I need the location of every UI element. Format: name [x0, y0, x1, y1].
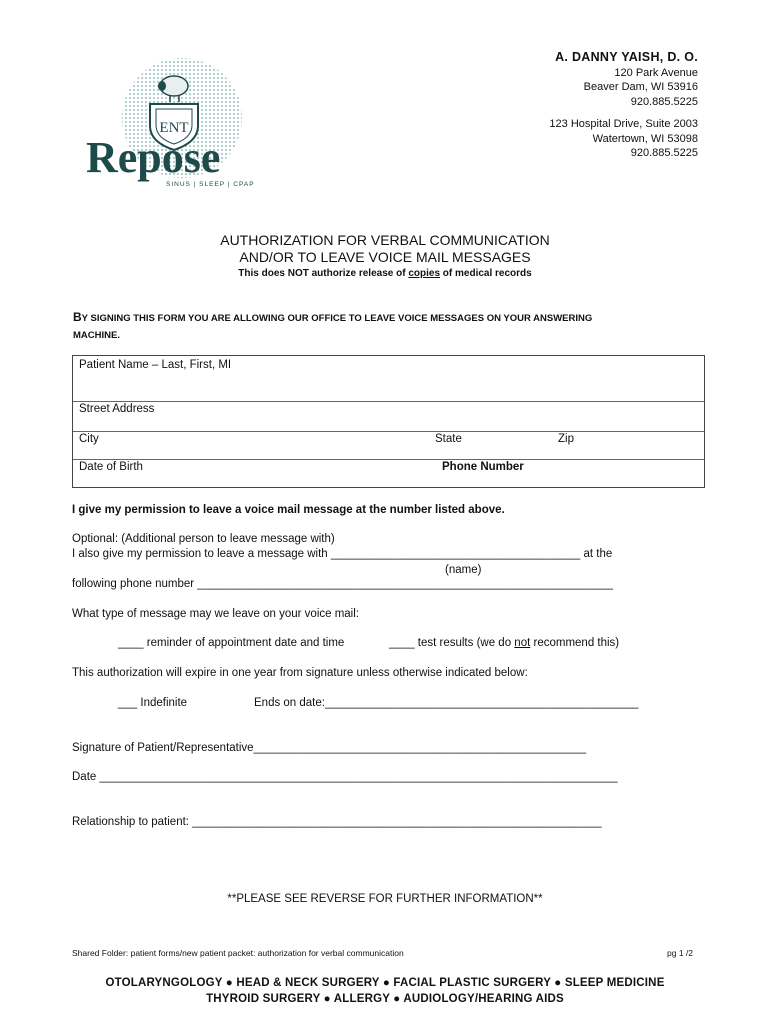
state-label: State [435, 433, 462, 445]
patient-info-box [72, 355, 705, 488]
indefinite-option[interactable]: ___ Indefinite [118, 697, 188, 709]
zip-label: Zip [558, 433, 574, 445]
doctor-address-block [549, 50, 698, 161]
office2-street: 123 Hospital Drive, Suite 2003 [549, 118, 698, 130]
office1-city: Beaver Dam, WI 53916 [583, 81, 698, 93]
test-results-option[interactable] [389, 637, 619, 649]
patient-name-row[interactable] [73, 356, 704, 402]
page-number: pg 1 /2 [667, 948, 693, 958]
optional-phone-field[interactable]: following phone number _________________________________________________________________ [72, 578, 614, 590]
svg-text:SINUS | SLEEP | CPAP: SINUS | SLEEP | CPAP [166, 181, 255, 188]
dob-row[interactable] [73, 459, 704, 487]
optional-line1: Optional: (Additional person to leave message with) [72, 533, 335, 545]
permission-statement: I give my permission to leave a voice mail message at the number listed above. [72, 504, 505, 516]
patient-name-label: Patient Name – Last, First, MI [79, 359, 232, 371]
svg-text:Repose: Repose [86, 133, 221, 182]
dob-label: Date of Birth [79, 461, 143, 473]
consent-line2: MACHINE. [73, 330, 120, 341]
svg-text:ENT: ENT [159, 120, 189, 136]
name-hint: (name) [445, 564, 482, 576]
repose-logo [80, 56, 270, 188]
office1-street: 120 Park Avenue [614, 66, 698, 79]
test-results-before: ____ test results (we do [389, 637, 515, 649]
street-row[interactable] [73, 401, 704, 432]
optional-name-field[interactable]: I also give my permission to leave a message with _______________________________________ at the [72, 548, 613, 560]
reminder-option[interactable]: ____ reminder of appointment date and time [118, 637, 345, 649]
street-label: Street Address [79, 403, 155, 415]
logo-graphic [80, 56, 270, 188]
test-results-not: not [514, 637, 531, 649]
consent-cap: B [73, 310, 82, 324]
office2-phone: 920.885.5225 [630, 147, 698, 159]
office2-city: Watertown, WI 53098 [592, 132, 698, 145]
form-subtitle [0, 268, 770, 279]
office1-phone: 920.885.5225 [630, 95, 698, 108]
test-results-after: recommend this) [530, 637, 620, 649]
specialties-line2: THYROID SURGERY ● ALLERGY ● AUDIOLOGY/HEARING AIDS [206, 993, 564, 1005]
specialties-line1: OTOLARYNGOLOGY ● HEAD & NECK SURGERY ● FACIAL PLASTIC SURGERY ● SLEEP MEDICINE [105, 977, 665, 989]
relationship-field[interactable]: Relationship to patient: ________________________________________________________________ [72, 816, 602, 828]
title-line1: AUTHORIZATION FOR VERBAL COMMUNICATION [220, 232, 550, 248]
phone-label: Phone Number [442, 461, 524, 473]
city-row[interactable] [73, 431, 704, 460]
expiry-statement: This authorization will expire in one year from signature unless otherwise indicated below: [72, 667, 528, 679]
doctor-name: A. DANNY YAISH, D. O. [555, 50, 698, 64]
consent-statement [73, 309, 713, 344]
subtitle-copies: copies [408, 268, 441, 279]
form-title [0, 232, 770, 266]
signature-field[interactable]: Signature of Patient/Representative____________________________________________________ [72, 742, 587, 754]
subtitle-after: of medical records [440, 268, 532, 279]
message-type-question: What type of message may we leave on your voice mail: [72, 608, 359, 620]
date-field[interactable]: Date _________________________________________________________________________________ [72, 771, 618, 783]
city-label: City [79, 433, 99, 445]
reverse-note: **PLEASE SEE REVERSE FOR FURTHER INFORMATION** [227, 893, 543, 905]
subtitle-before: This does NOT authorize release of [238, 268, 409, 279]
consent-line1: Y SIGNING THIS FORM YOU ARE ALLOWING OUR OFFICE TO LEAVE VOICE MESSAGES ON YOUR ANSWERING [81, 313, 593, 324]
title-line2: AND/OR TO LEAVE VOICE MAIL MESSAGES [239, 249, 531, 265]
footer-path: Shared Folder: patient forms/new patient packet: authorization for verbal communication [72, 948, 404, 958]
end-date-field[interactable]: Ends on date:_________________________________________________ [254, 697, 639, 709]
